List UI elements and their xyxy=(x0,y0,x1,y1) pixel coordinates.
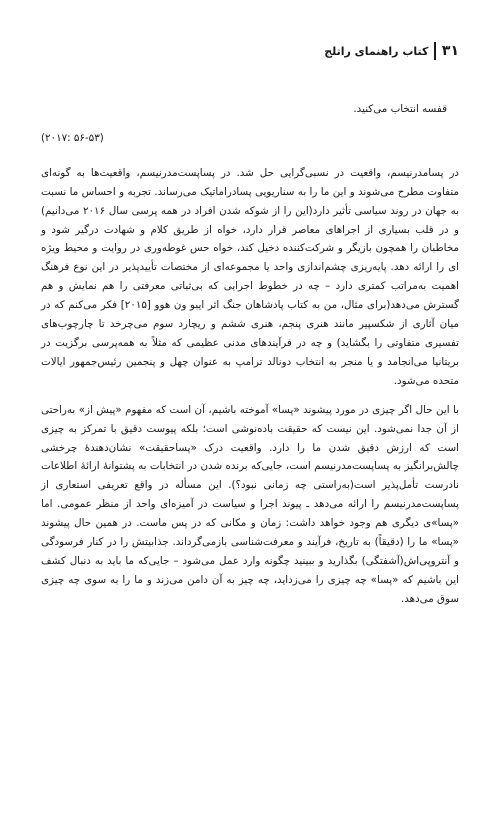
header-divider xyxy=(434,42,436,60)
page-number: ۳۱ xyxy=(441,43,459,59)
citation-text: (۲۰۱۷: ۵۶-۵۳) xyxy=(41,131,104,144)
quote-end-line: قفسه انتخاب می‌کنید. xyxy=(353,103,447,115)
paragraph-2: با این حال اگر چیزی در مورد پیشوند «پسا» آموخته باشیم، آن است که مفهوم «پیش از» به‌راحتی از آن جدا نمی‌شود. این نیست که حقیقت بادەنوشی است؛ بلکه پیوست دقیق با تمرکز به چیزی است که ارزش دقیق شدن ما را دارد. واقعیت درک «پساحقیقت» نشان‌دهندهٔ چرخشی چالش‌برانگیز به پساپست‌مدرنیسم است، جایی‌که برنده شدن در انتخابات به پشتوانهٔ ارائهٔ اطلاعات نادرست تأمل‌پذیر است(به‌راستی چه زمانی نبود؟). این مسأله در واقع تعریفی استعاری از پساپست‌مدرنیسم را ارائه می‌دهد ـ پیوند اجرا و سیاست در آمیزه‌ای واحد از منظر عمومی. اما «پسا»ی دیگری هم وجود خواهد داشت: زمان و مکانی که در پس ماست. در همین حال پیشوند «پسا» ما را (دقیقاً) به تاریخ، فرآیند و معرفت‌شناسی بازمی‌گرداند. جذابیتش را در کنار فرسودگی و آنتروپی‌اش(آشفتگی) بگذارید و ببینید چگونه وارد عمل می‌شود – جایی‌که ما باید به دنبال کشف این باشیم که «پسا» چه چیزی را می‌زداید، چه چیز به آن دامن می‌زند و ما را به سوی چه چیزی سوق می‌دهد. xyxy=(41,403,459,605)
paragraph-1: در پسامدرنیسم، واقعیت در نسبی‌گرایی حل شد. در پساپست‌مدرنیسم، واقعیت‌ها به گونه‌ای متفاوت مطرح می‌شوند و این ما را به سناریویی پسادراماتیک می‌رساند. تجربه و احساس ما نسبت به جهان در روند سیاسی تأثیر دارد(این را از شوکه شدن افراد در همه پرسی سال ۲۰۱۶ می‌دانیم) و در قلب بسیاری از اجراهای معاصر قرار دارد، خواه از طریق کلام و شهادت درگیر شود و مخاطبان را همچون بازیگر و شرکت‌کننده دخیل کند، خواه حس غوطه‌وری در روایت و محیط ویژه ای را ارائه دهد. پایه‌ریزی چشم‌اندازی واحد یا مجموعه‌ای از مختصات تأییدپذیر در این نوع فرهنگ اهمیت به‌مراتب کمتری دارد – چه در خطوط اجرایی که بی‌ثباتی معرفتی را هم نمایش و هم گسترش می‌دهد(برای مثال، من به کتاب پادشاهان جنگ اثر ایبو ون هوو [۲۰۱۵] فکر می‌کنم که در میان آثاری از شکسپیر مانند هنری پنجم، هنری ششم و ریچارد سوم می‌چرخد تا چارچوب‌های تفسیری متفاوتی را بگشاید) و چه در فرآیندهای مدنی عظیمی که مثلاً به همه‌پرسی برگزیت در بریتانیا می‌انجامد و یا منجر به انتخاب دونالد ترامپ به عنوان چهل و پنجمین رئیس‌جمهور ایالات متحده می‌شود. xyxy=(41,166,460,387)
citation xyxy=(41,129,459,148)
page-header xyxy=(299,40,459,62)
running-title: کتاب راهنمای راتلج xyxy=(324,44,429,58)
page-body xyxy=(41,100,459,619)
